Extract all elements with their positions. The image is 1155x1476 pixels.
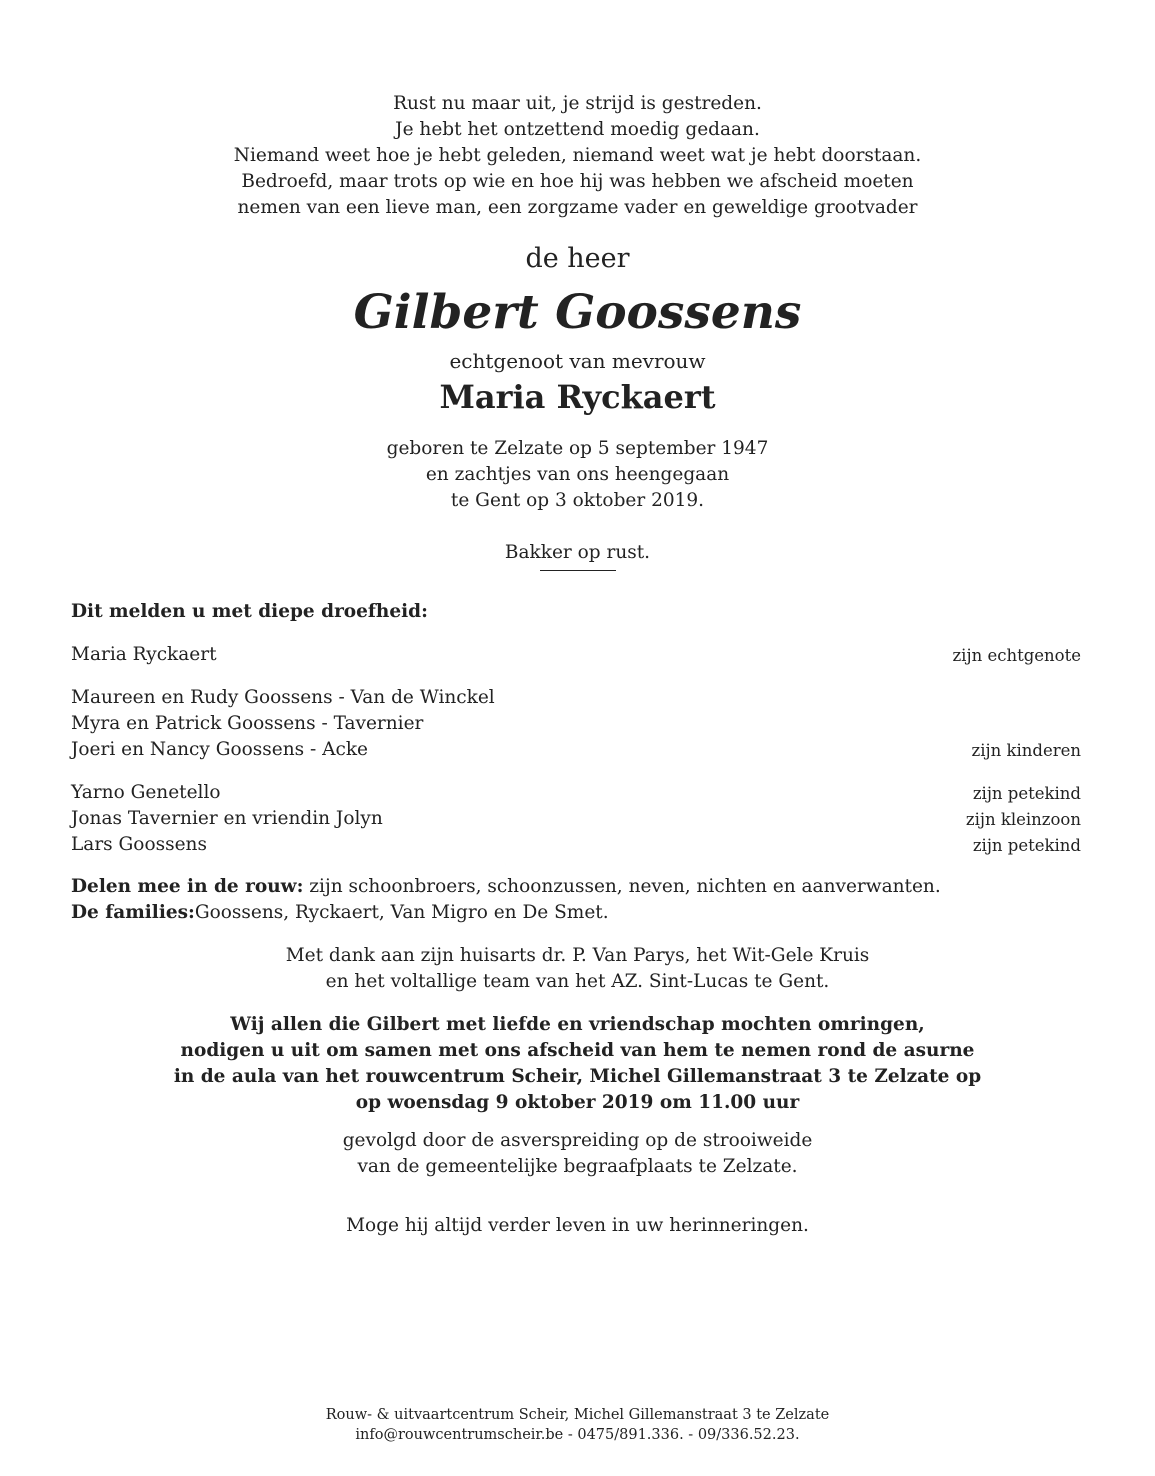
family-group-children xyxy=(71,685,1081,763)
invitation-line: in de aula van het rouwcentrum Scheir, Michel Gillemanstraat 3 te Zelzate op xyxy=(173,1066,982,1087)
announcement-heading: Dit melden u met diepe droefheid: xyxy=(71,601,428,622)
family-member-relation: zijn kleinzoon xyxy=(965,810,1081,829)
invitation-line: nodigen u uit om samen met ons afscheid van hem te nemen rond de asurne xyxy=(180,1040,975,1061)
footer xyxy=(0,1405,1155,1445)
family-member-name: Lars Goossens xyxy=(71,834,207,855)
family-member-relation: zijn kinderen xyxy=(971,741,1081,760)
title-prefix: de heer xyxy=(525,243,630,274)
spouse-prefix: echtgenoot van mevrouw xyxy=(449,349,706,373)
poem xyxy=(0,91,1155,221)
family-member-name: Joeri en Nancy Goossens - Acke xyxy=(71,739,369,760)
family-row xyxy=(71,685,1081,711)
followed-by xyxy=(0,1128,1155,1180)
family-member-name: Jonas Tavernier en vriendin Jolyn xyxy=(71,808,383,829)
footer-address: Rouw- & uitvaartcentrum Scheir, Michel Gillemanstraat 3 te Zelzate xyxy=(325,1407,830,1423)
deceased-name: Gilbert Goossens xyxy=(353,285,802,340)
followed-line: van de gemeentelijke begraafplaats te Zelzate. xyxy=(357,1156,798,1177)
footer-contact: info@rouwcentrumscheir.be - 0475/891.336. - 09/336.52.23. xyxy=(355,1427,800,1443)
invitation xyxy=(0,1012,1155,1116)
family-member-name: Yarno Genetello xyxy=(71,782,221,803)
mourning-label: Delen mee in de rouw: xyxy=(71,876,304,897)
poem-line: Bedroefd, maar trots op wie en hoe hij was hebben we afscheid moeten xyxy=(241,171,914,192)
family-member-relation: zijn echtgenote xyxy=(952,646,1081,665)
family-row xyxy=(71,642,1081,668)
family-row xyxy=(71,711,1081,737)
poem-line: Rust nu maar uit, je strijd is gestreden. xyxy=(393,93,762,114)
family-member-relation: zijn petekind xyxy=(972,836,1081,855)
invitation-line: Wij allen die Gilbert met liefde en vriendschap mochten omringen, xyxy=(230,1014,925,1035)
family-member-name: Maureen en Rudy Goossens - Van de Winckel xyxy=(71,687,495,708)
poem-line: nemen van een lieve man, een zorgzame vader en geweldige grootvader xyxy=(237,197,918,218)
family-row xyxy=(71,832,1081,858)
mourning-text: zijn schoonbroers, schoonzussen, neven, nichten en aanverwanten. xyxy=(303,876,941,897)
families-label: De families: xyxy=(71,902,195,923)
family-member-name: Myra en Patrick Goossens - Tavernier xyxy=(71,713,424,734)
closing-line: Moge hij altijd verder leven in uw herinneringen. xyxy=(346,1215,809,1236)
thanks xyxy=(0,943,1155,995)
family-row xyxy=(71,806,1081,832)
mourning-line xyxy=(71,874,941,900)
families-text: Goossens, Ryckaert, Van Migro en De Smet. xyxy=(194,902,609,923)
family-member-name: Maria Ryckaert xyxy=(71,644,217,665)
family-row xyxy=(71,737,1081,763)
birth-death-info xyxy=(0,436,1155,514)
birth-line: te Gent op 3 oktober 2019. xyxy=(450,490,705,511)
mourning-section xyxy=(71,874,941,926)
family-row xyxy=(71,780,1081,806)
thanks-line: en het voltallige team van het AZ. Sint-Lucas te Gent. xyxy=(325,971,830,992)
spouse-name: Maria Ryckaert xyxy=(439,378,716,416)
invitation-line: op woensdag 9 oktober 2019 om 11.00 uur xyxy=(355,1092,800,1113)
family-group-spouse xyxy=(71,642,1081,668)
poem-line: Niemand weet hoe je hebt geleden, niemand weet wat je hebt doorstaan. xyxy=(233,145,922,166)
thanks-line: Met dank aan zijn huisarts dr. P. Van Parys, het Wit-Gele Kruis xyxy=(285,945,870,966)
profession: Bakker op rust. xyxy=(504,542,651,563)
birth-line: geboren te Zelzate op 5 september 1947 xyxy=(386,438,769,459)
poem-line: Je hebt het ontzettend moedig gedaan. xyxy=(395,119,760,140)
family-group-grandchildren xyxy=(71,780,1081,858)
followed-line: gevolgd door de asverspreiding op de strooiweide xyxy=(342,1130,813,1151)
family-member-relation: zijn petekind xyxy=(972,784,1081,803)
families-line xyxy=(71,900,941,926)
divider xyxy=(540,570,616,571)
birth-line: en zachtjes van ons heengegaan xyxy=(425,464,730,485)
